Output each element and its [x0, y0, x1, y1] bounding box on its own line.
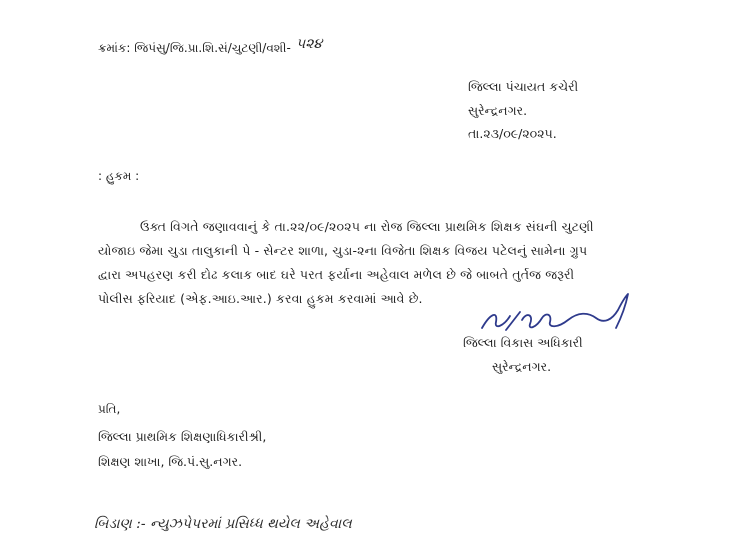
reference-label: ક્રમાંક: જિપંસુ/જિ.પ્રા.શિ.સં/ચુટણી/વશી-: [98, 41, 291, 55]
recipient-line: જિલ્લા પ્રાથમિક શિક્ષણાધિકારીશ્રી,: [98, 429, 267, 444]
office-name: જિલ્લા પંચાયત કચેરી: [468, 79, 579, 94]
body-line: ઉક્ત વિગતે જણાવવાનું કે તા.૨૨/૦૯/૨૦૨૫ ના રોજ જિલ્લા પ્રાથમિક શિક્ષક સંઘની ચુટણી: [140, 219, 594, 234]
signatory-city: સુરેન્દ્રનગર.: [492, 359, 552, 374]
recipient-line: શિક્ષણ શાખા, જિ.પં.સુ.નગર.: [98, 454, 243, 469]
body-line: દ્વારા અપહરણ કરી દોઢ કલાક બાદ ઘરે પરત ફર્યાના અહેવાલ મળેલ છે જે બાબતે તુર્તજ જરૂરી: [98, 267, 575, 282]
signature: [476, 290, 636, 336]
order-heading: : હુકમ :: [98, 169, 140, 183]
enclosure-note: બિડાણ :- ન્યુઝપેપરમાં પ્રસિધ્ધ થયેલ અહેવાલ: [94, 516, 352, 532]
signatory-designation: જિલ્લા વિકાસ અધિકારી: [463, 335, 583, 350]
letter-date: તા.૨૩/૦૯/૨૦૨૫.: [468, 126, 557, 141]
body-line: યોજાઇ જેમા ચુડા તાલુકાની પે - સેન્ટર શાળા, ચુડા-૨ના વિજેતા શિક્ષક વિજય પટેલનું સામેના ગ્રુપ: [98, 243, 588, 258]
reference-number: ૫૨૪: [296, 36, 323, 52]
body-line: પોલીસ ફરિયાદ (એફ.આઇ.આર.) કરવા હુકમ કરવામાં આવે છે.: [98, 291, 423, 306]
recipient-to: પ્રતિ,: [98, 402, 121, 416]
office-city: સુરેન્દ્રનગર.: [468, 103, 528, 118]
